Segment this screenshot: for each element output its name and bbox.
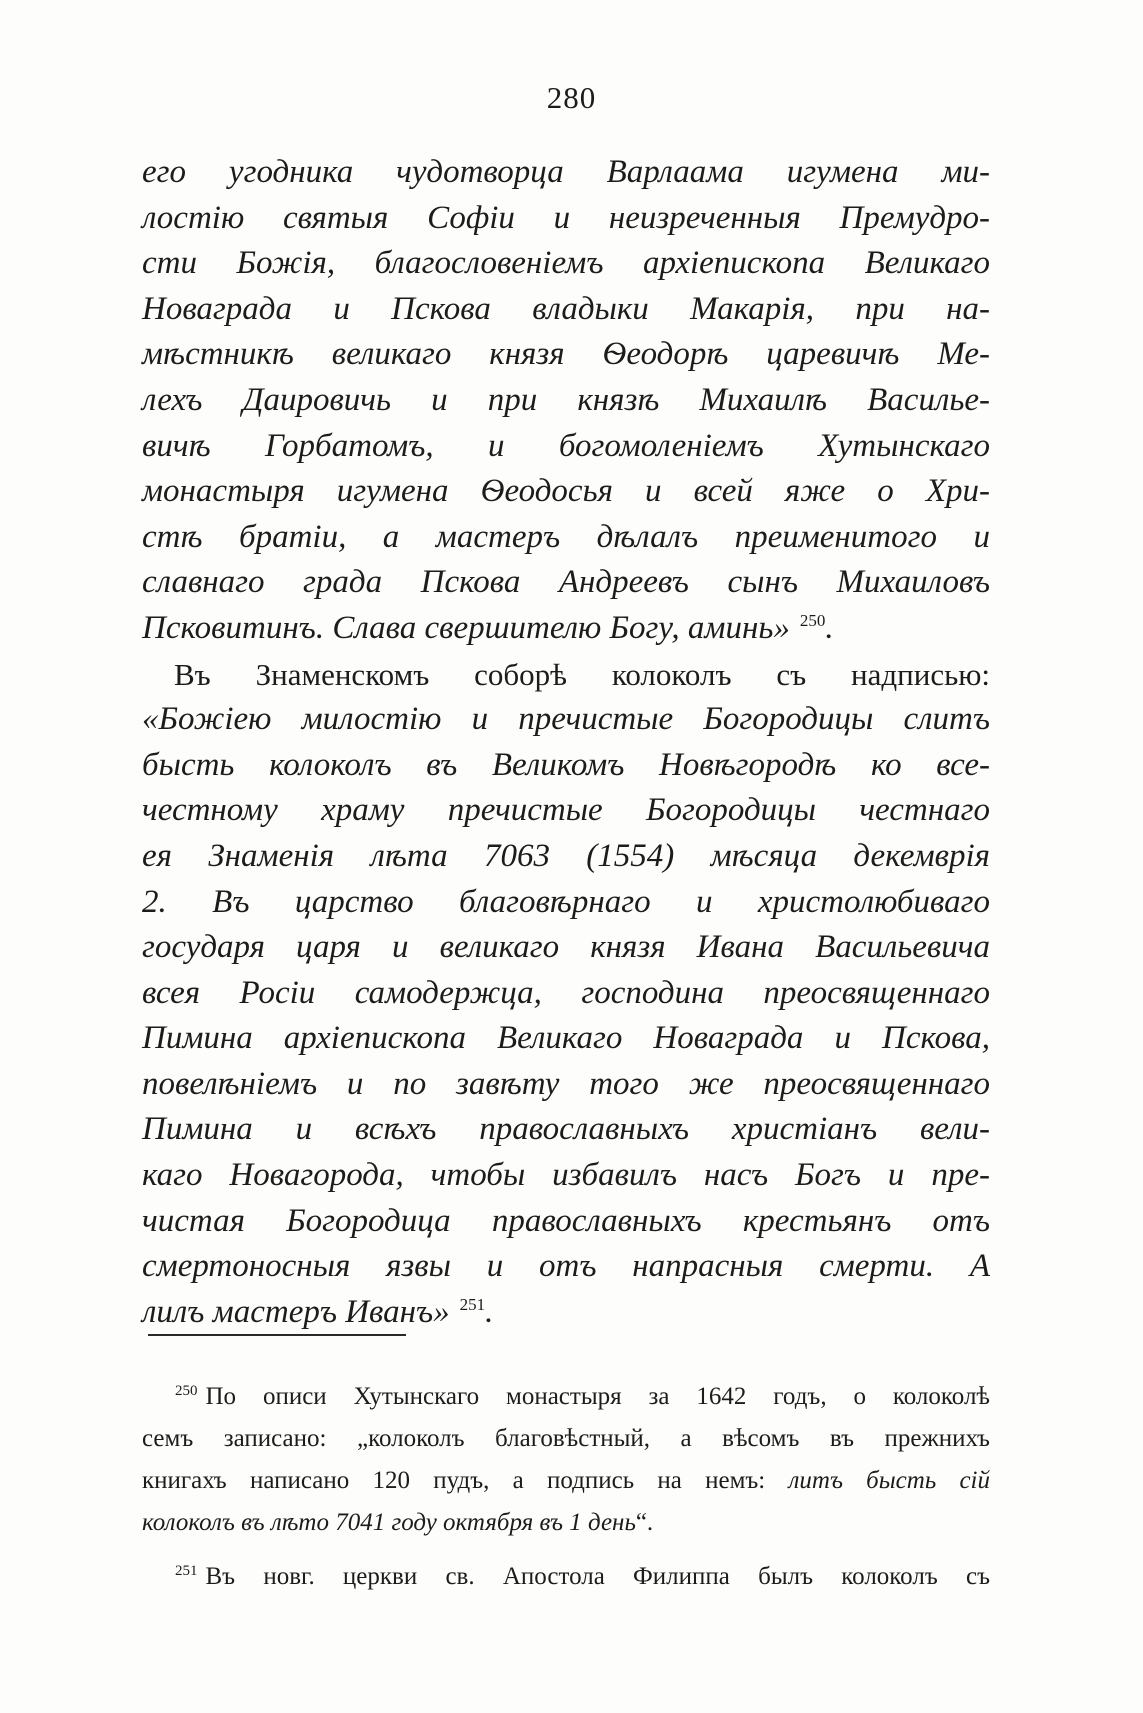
footnote-number: 250	[175, 1382, 198, 1399]
text-line	[142, 1016, 990, 1062]
text-line-content: «Божіею милостію и пречистые Богородицы слитъ	[142, 701, 990, 738]
footnote-number: 251	[175, 1562, 198, 1579]
text-line	[142, 880, 990, 926]
text-line	[142, 1107, 990, 1153]
text-line	[142, 1153, 990, 1199]
text-line	[142, 1290, 990, 1336]
text-line	[142, 971, 990, 1017]
text-line-content: Пимина архіепископа Великаго Новаграда и Пскова,	[142, 1020, 990, 1057]
footnote-line	[142, 1502, 990, 1544]
text-line-content: вичѣ Горбатомъ, и богомоленіемъ Хутынскаго	[142, 427, 990, 464]
text-line	[142, 788, 990, 834]
text-line	[142, 332, 990, 378]
text-line-content: монастыря игумена Ѳеодосья и всей яже о Хри-	[142, 473, 990, 510]
footnote-line	[142, 1556, 990, 1598]
footnote-reference[interactable]: 251	[459, 1294, 486, 1314]
footnote-reference[interactable]: 250	[799, 610, 826, 630]
footnote-gap	[142, 1544, 990, 1556]
footnote-text: литъ бысть сій	[788, 1467, 990, 1494]
text-line-content: ея Знаменія лѣта 7063 (1554) мѣсяца декемврія	[142, 837, 990, 874]
text-line	[142, 606, 990, 652]
text-line-content: честному храму пречистые Богородицы честнаго	[142, 792, 990, 829]
text-line	[142, 560, 990, 606]
text-line	[142, 287, 990, 333]
text-line	[142, 424, 990, 470]
text-line	[142, 150, 990, 196]
text-line	[142, 834, 990, 880]
text-line-content: стѣ братіи, а мастеръ дѣлалъ преименитого и	[142, 518, 990, 555]
footnote-text: семъ записано: „колоколъ благовѣстный, а вѣсомъ въ прежнихъ	[142, 1425, 990, 1452]
text-line-content: лехъ Даировичь и при князѣ Михаилѣ Василье-	[142, 381, 990, 418]
text-line	[142, 743, 990, 789]
page-number: 280	[546, 80, 597, 115]
main-text	[142, 150, 990, 1335]
text-line-content: 2. Въ царство благовѣрнаго и христолюбиваго	[142, 883, 990, 920]
footnote-text: По описи Хутынскаго монастыря за 1642 годъ, о колоколѣ	[205, 1383, 990, 1410]
footnote-text: Въ новг. церкви св. Апостола Филиппа былъ колоколъ съ	[205, 1563, 990, 1590]
text-line	[142, 378, 990, 424]
text-line	[142, 1244, 990, 1290]
text-line-content: смертоносныя язвы и отъ напрасныя смерти. А	[142, 1248, 990, 1285]
text-line-content: сти Божія, благословеніемъ архіепископа Великаго	[142, 245, 990, 282]
footnote-text: колоколъ въ лѣто 7041 году октября въ 1 день	[142, 1509, 636, 1536]
text-line-content: славнаго града Пскова Андреевъ сынъ Михаиловъ	[142, 564, 990, 601]
footnote-separator	[148, 1334, 406, 1336]
text-line-content: Пимина и всѣхъ православныхъ христіанъ вели-	[142, 1111, 990, 1148]
text-line	[142, 1199, 990, 1245]
text-line-content: государя царя и великаго князя Ивана Васильевича	[142, 929, 990, 966]
footnotes	[142, 1376, 990, 1598]
text-line-content: Новаграда и Пскова владыки Макарія, при на-	[142, 290, 990, 327]
text-line-content: лостію святыя Софіи и неизреченныя Премудро-	[142, 199, 990, 236]
line-end-punctuation: .	[825, 609, 834, 646]
text-line	[142, 925, 990, 971]
text-line-content: Псковитинъ. Слава свершителю Богу, аминь»	[142, 609, 790, 646]
text-line-content: всея Росіи самодержца, господина преосвященнаго	[142, 974, 990, 1011]
footnote-line	[142, 1376, 990, 1418]
text-line-content: чистая Богородица православныхъ крестьянъ отъ	[142, 1202, 990, 1239]
text-line-content: его угодника чудотворца Варлаама игумена ми-	[142, 154, 990, 190]
text-line-content: лилъ мастеръ Иванъ»	[142, 1293, 450, 1330]
text-line	[142, 196, 990, 242]
text-line-content: каго Новагорода, чтобы избавилъ насъ Богъ и пре-	[142, 1157, 990, 1194]
text-line-content: повелѣніемъ и по завѣту того же преосвященнаго	[142, 1065, 990, 1102]
footnote-text: “.	[635, 1509, 654, 1536]
text-line	[142, 652, 990, 698]
line-end-punctuation: .	[485, 1293, 494, 1330]
text-line-content: мѣстникѣ великаго князя Ѳеодорѣ царевичѣ Ме-	[142, 336, 990, 373]
footnote-line	[142, 1460, 990, 1502]
text-line-content: Въ Знаменскомъ соборѣ колоколъ съ надписью:	[174, 656, 990, 692]
text-line	[142, 241, 990, 287]
footnote-line	[142, 1418, 990, 1460]
text-line	[142, 697, 990, 743]
footnote-text: книгахъ написано 120 пудъ, а подпись на немъ:	[142, 1467, 789, 1494]
text-line	[142, 1062, 990, 1108]
text-line	[142, 469, 990, 515]
text-line	[142, 515, 990, 561]
text-line-content: бысть колоколъ въ Великомъ Новѣгородѣ ко все-	[142, 746, 990, 783]
